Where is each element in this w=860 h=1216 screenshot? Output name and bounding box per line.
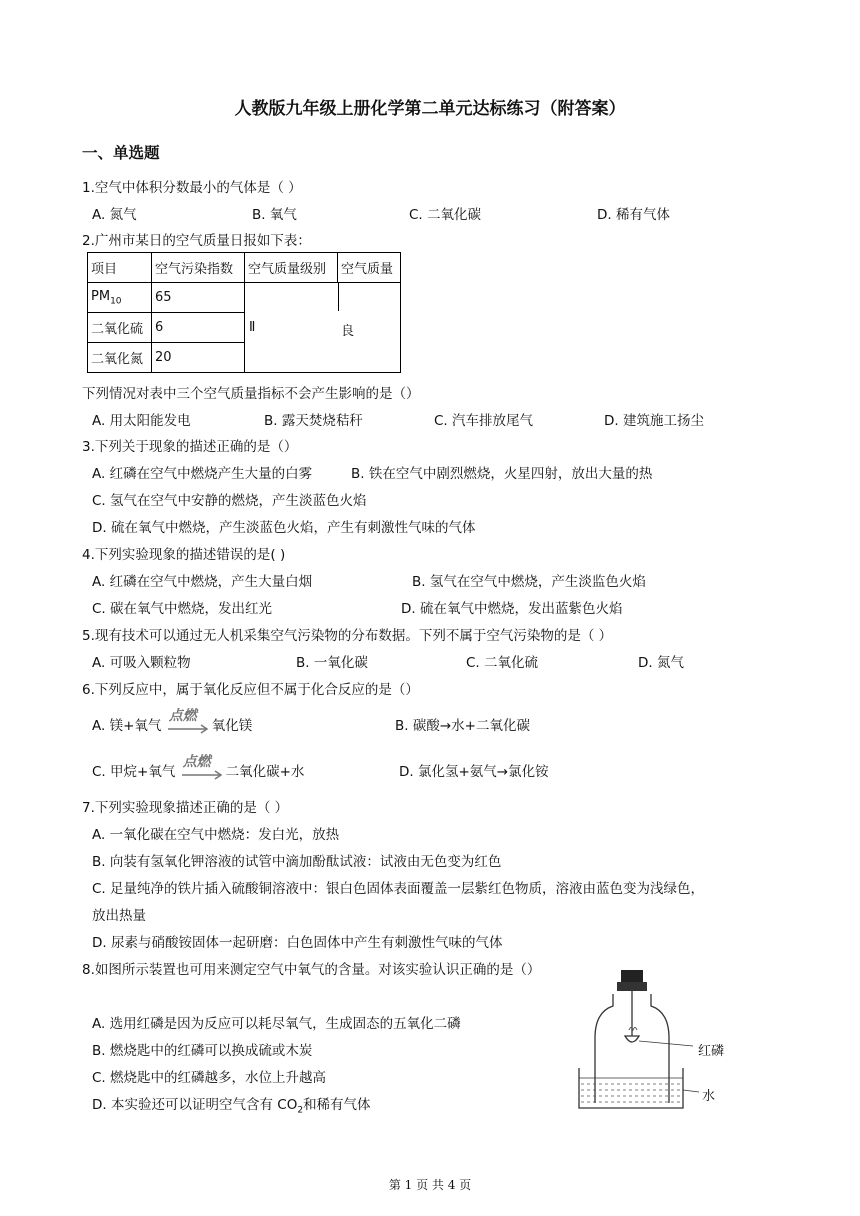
q8-option-d [92, 1093, 371, 1116]
q3-option-b: B. 铁在空气中剧烈燃烧，火星四射，放出大量的热 [351, 466, 653, 482]
page-title: 人教版九年级上册化学第二单元达标练习（附答案） [234, 99, 626, 119]
pm-subscript: 10 [110, 296, 122, 307]
q6-c-product: 二氧化碳+水 [225, 764, 305, 780]
q3-option-c: C. 氢气在空气中安静的燃烧，产生淡蓝色火焰 [92, 493, 367, 509]
q8-option-a: A. 选用红磷是因为反应可以耗尽氧气，生成固态的五氧化二磷 [92, 1016, 461, 1032]
page-footer: 第 1 页 共 4 页 [388, 1178, 472, 1192]
question-2-follow: 下列情况对表中三个空气质量指标不会产生影响的是（） [82, 386, 420, 402]
q7-option-b: B. 向装有氢氧化钾溶液的试管中滴加酚酞试液：试液由无色变为红色 [92, 854, 502, 870]
q7-option-c-cont: 放出热量 [92, 908, 146, 924]
q7-option-d: D. 尿素与硝酸铵固体一起研磨：白色固体中产生有刺激性气味的气体 [92, 935, 503, 951]
q2-option-d: D. 建筑施工扬尘 [604, 413, 704, 429]
question-4-stem: 4.下列实验现象的描述错误的是( ) [82, 547, 286, 563]
question-1-stem: 1.空气中体积分数最小的气体是（ ） [82, 180, 302, 196]
section-heading: 一、单选题 [82, 144, 160, 162]
q2-option-c: C. 汽车排放尾气 [434, 413, 534, 429]
stopper-icon [621, 970, 643, 984]
air-quality-table [87, 252, 401, 373]
merged-level-cell [245, 283, 401, 373]
q2-option-a: A. 用太阳能发电 [92, 413, 191, 429]
table-cell [88, 283, 152, 313]
q1-option-b: B. 氧气 [252, 207, 297, 223]
ignite-condition: 点燃 [182, 754, 211, 770]
q8-d-text: D. 本实验还可以证明空气含有 CO [92, 1097, 298, 1113]
q4-option-b: B. 氢气在空气中燃烧，产生淡监色火焰 [412, 574, 646, 590]
table-header: 项目 [88, 253, 152, 283]
q8-option-b: B. 燃烧匙中的红磷可以换成硫或木炭 [92, 1043, 313, 1059]
table-header: 空气污染指数 [152, 253, 245, 283]
q6-c-reactants: C. 甲烷+氧气 [92, 764, 176, 780]
q1-option-d: D. 稀有气体 [597, 207, 670, 223]
q6-option-c [92, 754, 305, 780]
q8-option-c: C. 燃烧匙中的红磷越多，水位上升越高 [92, 1070, 327, 1086]
co2-subscript: 2 [297, 1105, 304, 1116]
q5-option-c: C. 二氧化硫 [466, 655, 539, 671]
table-cell: 6 [152, 313, 245, 343]
q1-option-a: A. 氮气 [92, 207, 137, 223]
question-3-stem: 3.下列关于现象的描述正确的是（） [82, 439, 298, 455]
q3-option-d: D. 硫在氧气中燃烧，产生淡蓝色火焰，产生有刺激性气味的气体 [92, 520, 476, 536]
q2-option-b: B. 露天焚烧秸秆 [264, 413, 363, 429]
q3-option-a: A. 红磷在空气中燃烧产生大量的白雾 [92, 466, 313, 482]
table-cell: 二氧化硫 [88, 313, 152, 343]
q5-option-a: A. 可吸入颗粒物 [92, 655, 191, 671]
q7-option-c: C. 足量纯净的铁片插入硫酸铜溶液中：银白色固体表面覆盖一层紫红色物质，溶液由蓝色变为浅绿色， [92, 881, 705, 897]
question-7-stem: 7.下列实验现象描述正确的是（ ） [82, 800, 289, 816]
pm-label: PM [91, 288, 111, 304]
q4-option-c: C. 碳在氧气中燃烧，发出红光 [92, 601, 273, 617]
q4-option-a: A. 红磷在空气中燃烧，产生大量白烟 [92, 574, 313, 590]
question-8-stem: 8.如图所示装置也可用来测定空气中氧气的含量。对该实验认识正确的是（） [82, 962, 541, 978]
red-phosphorus-label: 红磷 [698, 1044, 725, 1059]
q8-d-text-end: 和稀有气体 [303, 1097, 371, 1113]
combustion-spoon-icon [625, 1036, 639, 1042]
q4-option-d: D. 硫在氧气中燃烧，发出蓝紫色火焰 [401, 601, 623, 617]
question-5-stem: 5.现有技术可以通过无人机采集空气污染物的分布数据。下列不属于空气污染物的是（ ） [82, 628, 613, 644]
table-cell: 二氧化氮 [88, 343, 152, 373]
quality-value: 良 [341, 324, 355, 339]
level-value: Ⅱ [249, 320, 256, 335]
water-label: 水 [702, 1089, 716, 1104]
table-cell: 65 [152, 283, 245, 313]
q5-option-d: D. 氮气 [638, 655, 684, 671]
q6-option-b: B. 碳酸→水+二氧化碳 [395, 718, 530, 734]
q6-option-a [92, 708, 253, 734]
ignite-arrow-icon [166, 708, 212, 734]
q6-a-product: 氧化镁 [211, 718, 253, 734]
table-header: 空气质量级别 [245, 253, 338, 283]
question-6-stem: 6.下列反应中，属于氧化反应但不属于化合反应的是（） [82, 682, 419, 698]
ignite-condition: 点燃 [168, 708, 197, 724]
q6-a-reactants: A. 镁+氧气 [92, 718, 162, 734]
question-2-stem: 2.广州市某日的空气质量日报如下表： [82, 233, 311, 249]
q6-option-d: D. 氯化氢+氨气→氯化铵 [399, 764, 549, 780]
q5-option-b: B. 一氧化碳 [296, 655, 368, 671]
q1-option-c: C. 二氧化碳 [409, 207, 482, 223]
table-header: 空气质量 [338, 253, 401, 283]
ignite-arrow-icon [180, 754, 226, 780]
q7-option-a: A. 一氧化碳在空气中燃烧：发白光，放热 [92, 827, 340, 843]
table-cell: 20 [152, 343, 245, 373]
